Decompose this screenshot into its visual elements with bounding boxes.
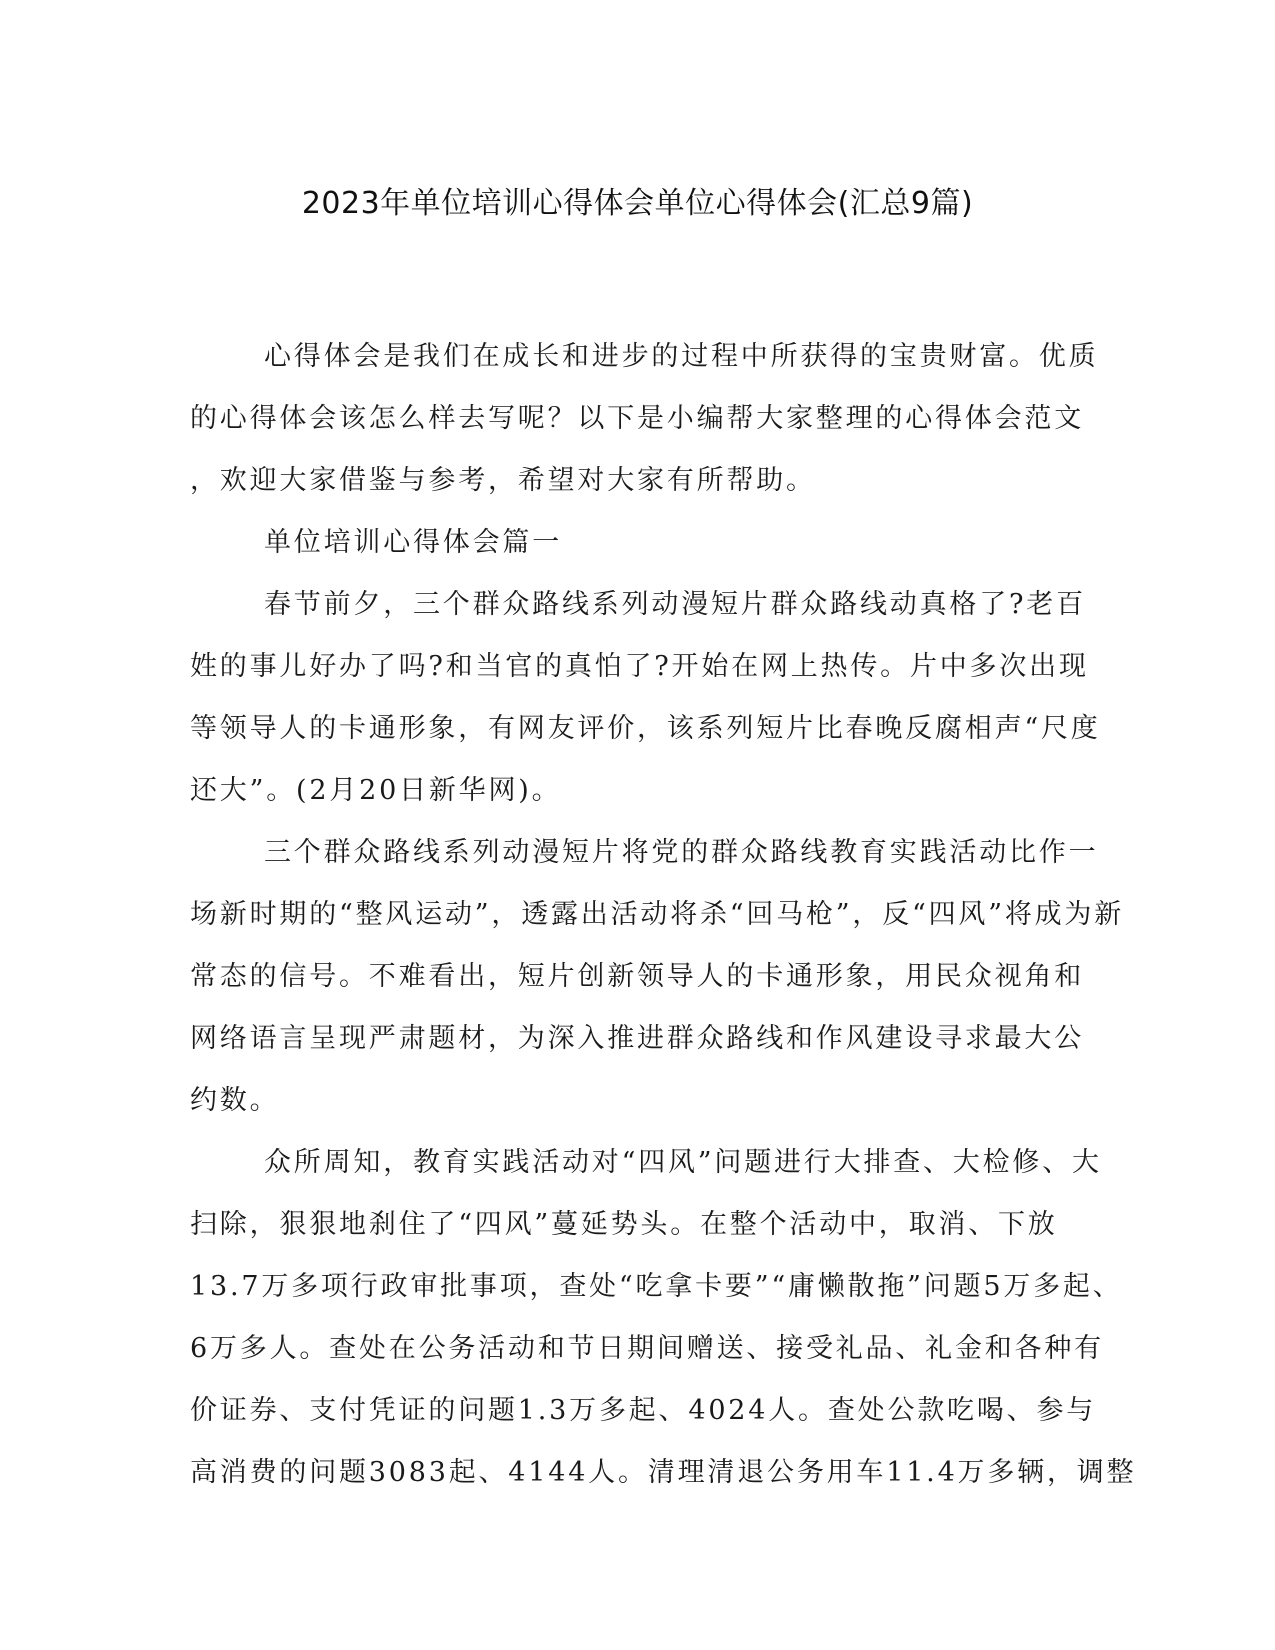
paragraph-line: 春节前夕，三个群众路线系列动漫短片群众路线动真格了?老百 (264, 589, 1086, 620)
paragraph-line: 网络语言呈现严肃题材，为深入推进群众路线和作风建设寻求最大公 (190, 1023, 1084, 1054)
paragraph-line: 心得体会是我们在成长和进步的过程中所获得的宝贵财富。优质 (264, 341, 1099, 372)
document-title: 2023年单位培训心得体会单位心得体会(汇总9篇) (301, 186, 974, 221)
paragraph-line: 高消费的问题3083起、4144人。清理清退公务用车11.4万多辆，调整 (190, 1457, 1137, 1488)
paragraph-line: 13.7万多项行政审批事项，查处“吃拿卡要”“庸懒散拖”问题5万多起、 (190, 1271, 1123, 1302)
paragraph-line: 的心得体会该怎么样去写呢？以下是小编帮大家整理的心得体会范文 (190, 403, 1084, 434)
document-body (190, 326, 1137, 1504)
paragraph-line: 扫除，狠狠地刹住了“四风”蔓延势头。在整个活动中，取消、下放 (190, 1209, 1058, 1240)
paragraph-line: 等领导人的卡通形象，有网友评价，该系列短片比春晚反腐相声“尺度 (190, 713, 1101, 744)
section-heading: 单位培训心得体会篇一 (264, 527, 562, 558)
paragraph-line: 6万多人。查处在公务活动和节日期间赠送、接受礼品、礼金和各种有 (190, 1333, 1104, 1364)
paragraph-line: 众所周知，教育实践活动对“四风”问题进行大排查、大检修、大 (264, 1147, 1102, 1178)
paragraph-line: 价证券、支付凭证的问题1.3万多起、4024人。查处公款吃喝、参与 (190, 1395, 1097, 1426)
paragraph-line: ，欢迎大家借鉴与参考，希望对大家有所帮助。 (190, 465, 816, 496)
paragraph-line: 常态的信号。不难看出，短片创新领导人的卡通形象，用民众视角和 (190, 961, 1084, 992)
paragraph-line: 姓的事儿好办了吗?和当官的真怕了?开始在网上热传。片中多次出现 (190, 651, 1089, 682)
paragraph-line: 三个群众路线系列动漫短片将党的群众路线教育实践活动比作一 (264, 837, 1099, 868)
paragraph-line: 还大”。(2月20日新华网)。 (190, 775, 562, 806)
paragraph-line: 场新时期的“整风运动”，透露出活动将杀“回马枪”，反“四风”将成为新 (190, 899, 1125, 930)
paragraph-line: 约数。 (190, 1085, 280, 1116)
